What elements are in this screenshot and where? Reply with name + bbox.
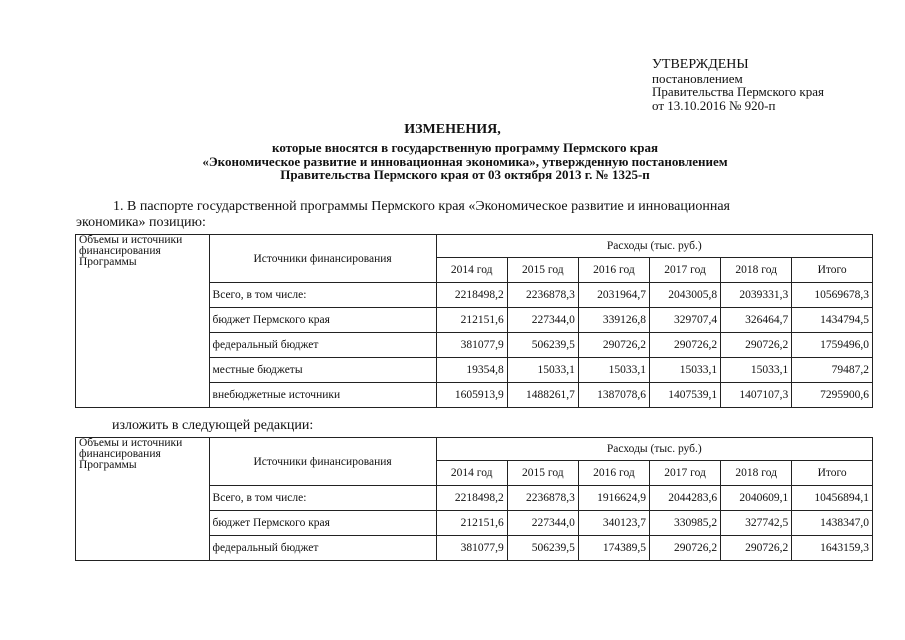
sources-header: Источники финансирования <box>209 438 436 486</box>
value-cell: 2236878,3 <box>507 486 578 511</box>
value-cell: 339126,8 <box>578 308 649 333</box>
year-header: 2014 год <box>436 461 507 486</box>
total-cell: 7295900,6 <box>792 383 873 408</box>
value-cell: 381077,9 <box>436 333 507 358</box>
subtitle-line-2: «Экономическое развитие и инновационная экономика», утвержденную постановлением <box>202 153 728 169</box>
value-cell: 290726,2 <box>578 333 649 358</box>
value-cell: 2044283,6 <box>650 486 721 511</box>
value-cell: 2043005,8 <box>650 283 721 308</box>
total-cell: 79487,2 <box>792 358 873 383</box>
value-cell: 174389,5 <box>578 536 649 561</box>
value-cell: 227344,0 <box>507 308 578 333</box>
objects-header-line-2: финансирования <box>79 245 161 257</box>
year-header: 2017 год <box>650 461 721 486</box>
source-label: федеральный бюджет <box>209 333 436 358</box>
value-cell: 2040609,1 <box>721 486 792 511</box>
value-cell: 1488261,7 <box>507 383 578 408</box>
paragraph-2: изложить в следующей редакции: <box>112 418 314 433</box>
value-cell: 212151,6 <box>436 308 507 333</box>
paragraph-1 <box>76 199 859 231</box>
total-cell: 1438347,0 <box>792 511 873 536</box>
objects-header-line-2: финансирования <box>79 448 161 460</box>
paragraph-1-line-2: экономика» позицию: <box>76 215 206 230</box>
value-cell: 1916624,9 <box>578 486 649 511</box>
financing-table-new <box>75 437 873 561</box>
value-cell: 15033,1 <box>507 358 578 383</box>
total-cell: 10456894,1 <box>792 486 873 511</box>
total-cell: 1759496,0 <box>792 333 873 358</box>
value-cell: 212151,6 <box>436 511 507 536</box>
sources-header: Источники финансирования <box>209 235 436 283</box>
value-cell: 340123,7 <box>578 511 649 536</box>
total-header: Итого <box>792 461 873 486</box>
year-header: 2015 год <box>507 461 578 486</box>
document-subtitle <box>150 141 780 182</box>
year-header: 2015 год <box>507 258 578 283</box>
approval-heading: УТВЕРЖДЕНЫ <box>652 57 749 72</box>
year-header: 2014 год <box>436 258 507 283</box>
value-cell: 290726,2 <box>721 536 792 561</box>
source-label: федеральный бюджет <box>209 536 436 561</box>
value-cell: 329707,4 <box>650 308 721 333</box>
value-cell: 290726,2 <box>650 536 721 561</box>
value-cell: 326464,7 <box>721 308 792 333</box>
value-cell: 15033,1 <box>578 358 649 383</box>
value-cell: 227344,0 <box>507 511 578 536</box>
value-cell: 1387078,6 <box>578 383 649 408</box>
objects-header-line-1: Объемы и источники <box>79 437 183 449</box>
value-cell: 15033,1 <box>721 358 792 383</box>
value-cell: 15033,1 <box>650 358 721 383</box>
value-cell: 2236878,3 <box>507 283 578 308</box>
value-cell: 19354,8 <box>436 358 507 383</box>
year-header: 2016 год <box>578 258 649 283</box>
subtitle-line-1: которые вносятся в государственную программу Пермского края <box>272 140 658 155</box>
year-header: 2016 год <box>578 461 649 486</box>
value-cell: 1407539,1 <box>650 383 721 408</box>
financing-table-current <box>75 234 873 408</box>
total-header: Итого <box>792 258 873 283</box>
value-cell: 2039331,3 <box>721 283 792 308</box>
value-cell: 2218498,2 <box>436 486 507 511</box>
source-label: внебюджетные источники <box>209 383 436 408</box>
source-label: Всего, в том числе: <box>209 486 436 511</box>
source-label: бюджет Пермского края <box>209 511 436 536</box>
value-cell: 381077,9 <box>436 536 507 561</box>
value-cell: 330985,2 <box>650 511 721 536</box>
value-cell: 506239,5 <box>507 536 578 561</box>
objects-header <box>76 235 210 408</box>
year-header: 2018 год <box>721 461 792 486</box>
approval-block <box>652 58 824 112</box>
value-cell: 2218498,2 <box>436 283 507 308</box>
paragraph-1-line-1: 1. В паспорте государственной программы Пермского края «Экономическое развитие и инновационная <box>113 199 730 214</box>
year-header: 2017 год <box>650 258 721 283</box>
total-cell: 1434794,5 <box>792 308 873 333</box>
source-label: местные бюджеты <box>209 358 436 383</box>
total-cell: 10569678,3 <box>792 283 873 308</box>
value-cell: 290726,2 <box>650 333 721 358</box>
approval-line-3: от 13.10.2016 № 920-п <box>652 97 776 113</box>
source-label: бюджет Пермского края <box>209 308 436 333</box>
objects-header-line-1: Объемы и источники <box>79 234 183 246</box>
year-header: 2018 год <box>721 258 792 283</box>
objects-header <box>76 438 210 561</box>
document-title: ИЗМЕНЕНИЯ, <box>404 122 501 137</box>
value-cell: 290726,2 <box>721 333 792 358</box>
approval-line-2: Правительства Пермского края <box>652 84 824 99</box>
value-cell: 2031964,7 <box>578 283 649 308</box>
value-cell: 1407107,3 <box>721 383 792 408</box>
source-label: Всего, в том числе: <box>209 283 436 308</box>
subtitle-line-3: Правительства Пермского края от 03 октября 2013 г. № 1325-п <box>280 167 650 182</box>
objects-header-line-3: Программы <box>79 459 137 471</box>
value-cell: 327742,5 <box>721 511 792 536</box>
expenses-header: Расходы (тыс. руб.) <box>436 235 872 258</box>
approval-line-1: постановлением <box>652 70 743 86</box>
expenses-header: Расходы (тыс. руб.) <box>436 438 872 461</box>
value-cell: 506239,5 <box>507 333 578 358</box>
objects-header-line-3: Программы <box>79 256 137 268</box>
value-cell: 1605913,9 <box>436 383 507 408</box>
total-cell: 1643159,3 <box>792 536 873 561</box>
